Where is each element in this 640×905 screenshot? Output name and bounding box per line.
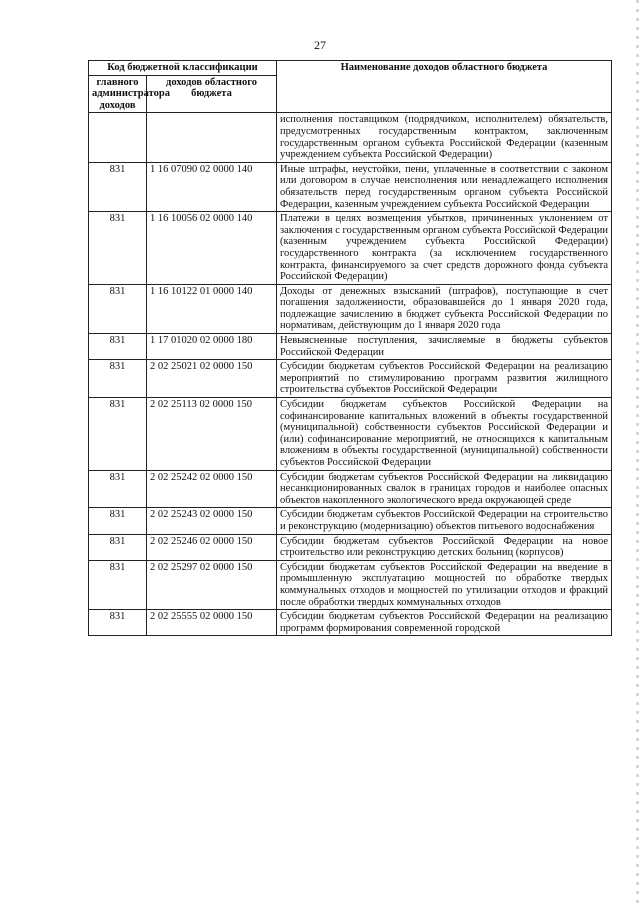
revenue-code-cell: 2 02 25555 02 0000 150 <box>147 610 277 636</box>
table-row <box>89 470 612 508</box>
revenue-name-cell: Платежи в целях возмещения убытков, причиненных уклонением от заключения с государственным органом субъекта Российской Федерации (казенным учреждением субъекта Российской Федерации) государственного контракта (за исключением государственного контракта, финансируемого за счет средств дорожного фонда субъекта Российской Федерации) <box>277 212 612 285</box>
revenue-code-cell: 1 16 10122 01 0000 140 <box>147 284 277 333</box>
administrator-code-cell: 831 <box>89 398 147 471</box>
revenue-name-cell: Субсидии бюджетам субъектов Российской Федерации на ликвидацию несанкционированных свалок в границах городов и наиболее опасных объектов накопленного экологического вреда окружающей среде <box>277 470 612 508</box>
revenue-code-cell <box>147 113 277 162</box>
revenue-code-cell: 2 02 25113 02 0000 150 <box>147 398 277 471</box>
chief-administrator-header: главного администратора доходов <box>89 75 147 113</box>
revenue-name-cell: исполнения поставщиком (подрядчиком, исполнителем) обязательств, предусмотренных государственным контрактом, заключенным государственным органом субъекта Российской Федерации (казенным учреждением субъекта Российской Федерации) <box>277 113 612 162</box>
administrator-code-cell: 831 <box>89 360 147 398</box>
table-row <box>89 284 612 333</box>
table-row <box>89 560 612 609</box>
revenue-name-cell: Иные штрафы, неустойки, пени, уплаченные в соответствии с законом или договором в случае неисполнения или ненадлежащего исполнения обязательств перед государственным органом субъекта Российской Федерации, казенным учреждением субъекта Российской Федерации <box>277 162 612 211</box>
table-row <box>89 508 612 534</box>
revenue-name-cell: Субсидии бюджетам субъектов Российской Федерации на реализацию программ формирования современной городской <box>277 610 612 636</box>
revenue-code-cell: 2 02 25243 02 0000 150 <box>147 508 277 534</box>
revenue-name-cell: Субсидии бюджетам субъектов Российской Федерации на софинансирование капитальных вложений в объекты государственной (муниципальной) собственности субъектов Российской Федерации и (или) софинансирование мероприятий, не относящихся к капитальным вложениям в объекты государственной (муниципальной) собственности субъектов Российской Федерации <box>277 398 612 471</box>
revenue-code-cell: 2 02 25246 02 0000 150 <box>147 534 277 560</box>
administrator-code-cell: 831 <box>89 334 147 360</box>
revenue-name-cell: Невыясненные поступления, зачисляемые в бюджеты субъектов Российской Федерации <box>277 334 612 360</box>
table-row <box>89 113 612 162</box>
table-body <box>89 113 612 636</box>
table-row <box>89 162 612 211</box>
administrator-code-cell: 831 <box>89 560 147 609</box>
table-row <box>89 398 612 471</box>
page-number: 27 <box>314 38 326 52</box>
administrator-code-cell: 831 <box>89 212 147 285</box>
budget-classification-code-header: Код бюджетной классификации <box>89 61 277 76</box>
budget-revenue-table <box>88 60 612 636</box>
administrator-code-cell: 831 <box>89 610 147 636</box>
revenue-name-cell: Субсидии бюджетам субъектов Российской Федерации на введение в промышленную эксплуатацию мощностей по обработке твердых коммунальных отходов и мощностей по утилизации отходов и фракций после обработки твердых коммунальных отходов <box>277 560 612 609</box>
table-row <box>89 212 612 285</box>
table-row <box>89 534 612 560</box>
revenue-code-cell: 2 02 25242 02 0000 150 <box>147 470 277 508</box>
administrator-code-cell <box>89 113 147 162</box>
revenue-code-cell: 1 16 10056 02 0000 140 <box>147 212 277 285</box>
revenue-name-cell: Субсидии бюджетам субъектов Российской Федерации на строительство и реконструкцию (модернизацию) объектов питьевого водоснабжения <box>277 508 612 534</box>
administrator-code-cell: 831 <box>89 508 147 534</box>
revenue-code-cell: 2 02 25297 02 0000 150 <box>147 560 277 609</box>
revenue-code-header: доходов областного бюджета <box>147 75 277 113</box>
scan-edge-mark <box>636 0 639 905</box>
table-row <box>89 610 612 636</box>
revenue-name-cell: Субсидии бюджетам субъектов Российской Федерации на реализацию мероприятий по стимулированию программ развития жилищного строительства субъектов Российской Федерации <box>277 360 612 398</box>
administrator-code-cell: 831 <box>89 534 147 560</box>
revenue-name-cell: Субсидии бюджетам субъектов Российской Федерации на новое строительство или реконструкцию детских больниц (корпусов) <box>277 534 612 560</box>
revenue-name-cell: Доходы от денежных взысканий (штрафов), поступающие в счет погашения задолженности, образовавшейся до 1 января 2020 года, подлежащие зачислению в бюджет субъекта Российской Федерации по нормативам, действующим до 1 января 2020 года <box>277 284 612 333</box>
table-row <box>89 334 612 360</box>
revenue-code-cell: 1 17 01020 02 0000 180 <box>147 334 277 360</box>
revenue-code-cell: 2 02 25021 02 0000 150 <box>147 360 277 398</box>
revenue-code-cell: 1 16 07090 02 0000 140 <box>147 162 277 211</box>
administrator-code-cell: 831 <box>89 470 147 508</box>
revenue-name-header: Наименование доходов областного бюджета <box>277 61 612 113</box>
administrator-code-cell: 831 <box>89 162 147 211</box>
table-row <box>89 360 612 398</box>
administrator-code-cell: 831 <box>89 284 147 333</box>
